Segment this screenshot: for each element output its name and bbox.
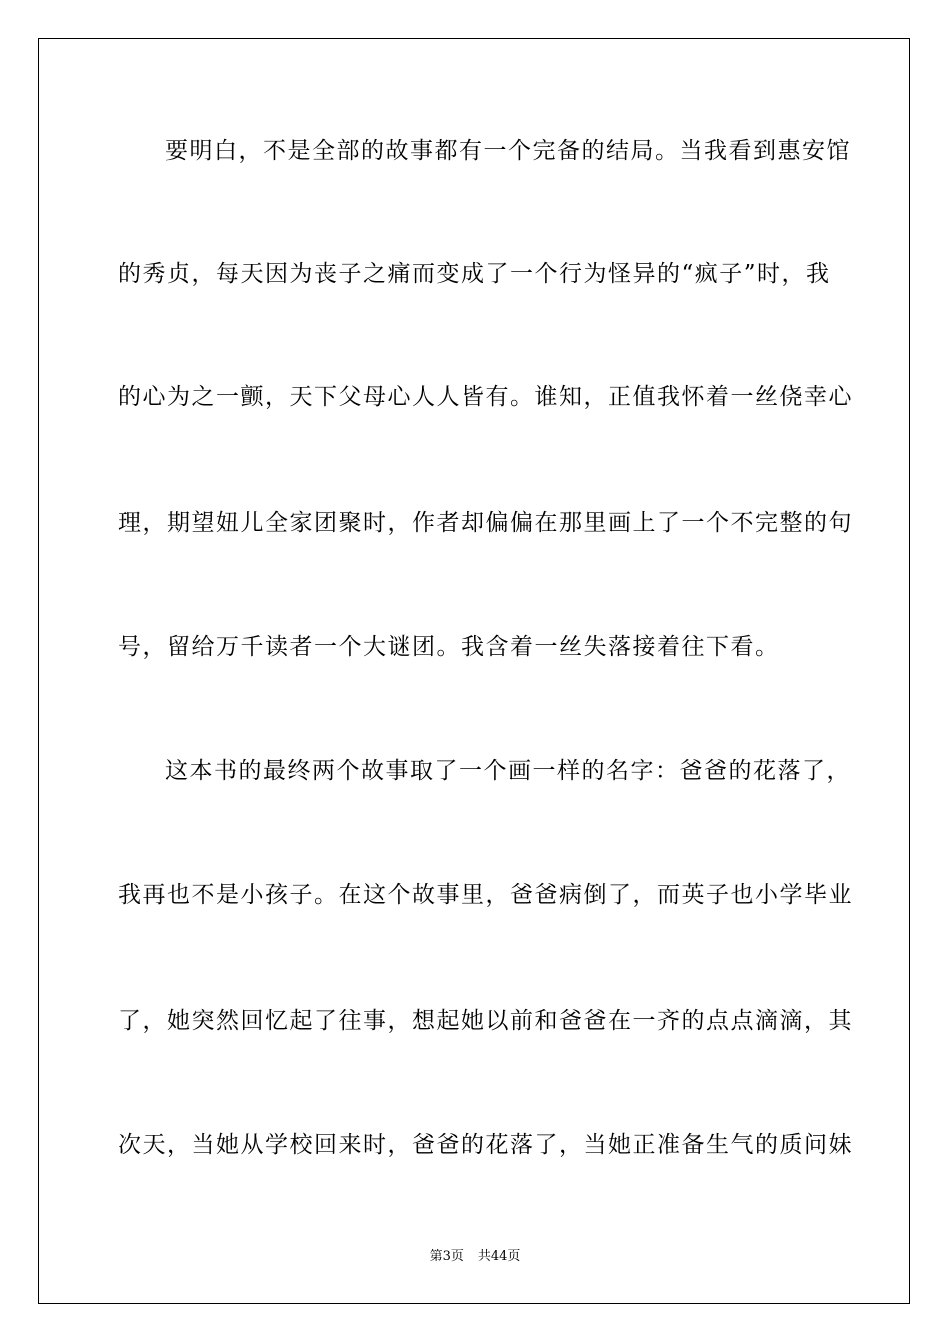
paragraph-2-line-4: 次天，当她从学校回来时，爸爸的花落了，当她正准备生气的质问妹	[118, 1132, 853, 1158]
paragraph-2-line-2: 我再也不是小孩子。在这个故事里，爸爸病倒了，而英子也小学毕业	[118, 882, 853, 908]
paragraph-1-line-3: 的心为之一颤，天下父母心人人皆有。谁知，正值我怀着一丝侥幸心	[118, 384, 853, 410]
paragraph-1-line-1: 要明白，不是全部的故事都有一个完备的结局。当我看到惠安馆	[165, 138, 851, 164]
paragraph-1-line-2: 的秀贞，每天因为丧子之痛而变成了一个行为怪异的“疯子”时，我	[118, 261, 831, 287]
paragraph-1-line-5: 号，留给万千读者一个大谜团。我含着一丝失落接着往下看。	[118, 634, 780, 660]
page-border	[38, 38, 910, 1304]
page-number: 第3页	[429, 1249, 464, 1264]
paragraph-1-line-4: 理，期望妞儿全家团聚时，作者却偏偏在那里画上了一个不完整的句	[118, 510, 853, 536]
total-pages: 共44页	[477, 1249, 521, 1264]
page-footer	[0, 1248, 950, 1266]
paragraph-2-line-3: 了，她突然回忆起了往事，想起她以前和爸爸在一齐的点点滴滴，其	[118, 1008, 853, 1034]
paragraph-2-line-1: 这本书的最终两个故事取了一个画一样的名字：爸爸的花落了，	[165, 758, 851, 784]
